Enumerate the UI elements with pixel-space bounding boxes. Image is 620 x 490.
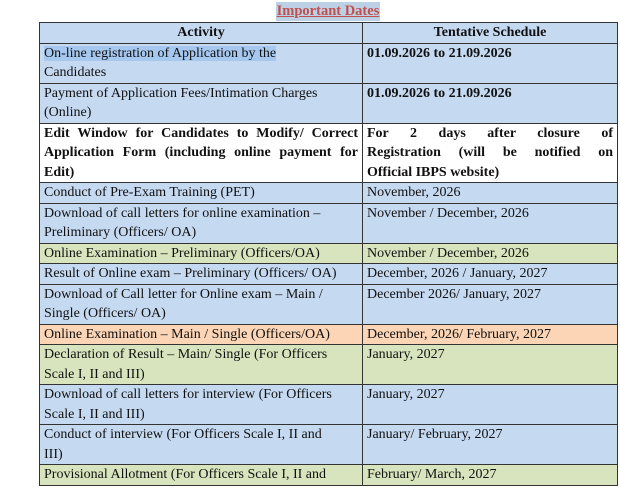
activity-cell: [40, 385, 363, 425]
table-row: [40, 264, 618, 285]
schedule-text: For 2 days after closure of: [367, 125, 613, 141]
activity-text: Candidates: [44, 65, 107, 80]
activity-text: Download of call letters for interview (For Officers: [44, 387, 332, 402]
activity-text: III): [44, 446, 63, 462]
table-row: [40, 43, 618, 83]
page-title: Important Dates: [276, 3, 380, 19]
schedule-cell: February/ March, 2027: [363, 465, 618, 486]
schedule-cell: [363, 123, 618, 183]
activity-text: Edit): [44, 164, 75, 180]
activity-text: Payment of Application Fees/Intimation Charges: [44, 85, 318, 101]
table-row: [40, 243, 618, 264]
table-row: [40, 83, 618, 123]
header-activity: Activity: [40, 23, 363, 44]
activity-cell: Result of Online exam – Preliminary (Officers/ OA): [40, 264, 363, 285]
activity-text: Single (Officers/ OA): [44, 306, 166, 321]
activity-text: Scale I, II and III): [44, 406, 145, 422]
activity-cell: [40, 345, 363, 385]
table-row: [40, 465, 618, 486]
activity-cell: Online Examination – Main / Single (Officers/OA): [40, 324, 363, 345]
selected-text[interactable]: On-line registration of Application by the: [44, 45, 277, 61]
activity-text: (Online): [44, 105, 92, 120]
header-schedule: Tentative Schedule: [363, 23, 618, 44]
activity-cell: [40, 284, 363, 324]
important-dates-table: [39, 22, 618, 486]
table-header-row: [40, 23, 618, 44]
activity-cell: [40, 203, 363, 243]
schedule-text: Registration (will be notified on: [367, 145, 613, 160]
table-row: [40, 203, 618, 243]
table-row: [40, 385, 618, 425]
activity-text: Download of call letters for online examination –: [44, 205, 321, 221]
activity-text: Edit Window for Candidates to Modify/ Correct: [44, 125, 358, 141]
table-row: [40, 123, 618, 183]
activity-cell: [40, 83, 363, 123]
schedule-cell: December 2026/ January, 2027: [363, 284, 618, 324]
activity-cell: [40, 43, 363, 83]
activity-cell: [40, 123, 363, 183]
table-row: [40, 284, 618, 324]
activity-cell: Online Examination – Preliminary (Officers/OA): [40, 243, 363, 264]
schedule-cell: November, 2026: [363, 183, 618, 204]
schedule-text: Official IBPS website): [367, 164, 500, 180]
activity-text: Download of Call letter for Online exam – Main /: [44, 286, 323, 302]
activity-text: Scale I, II and III): [44, 366, 145, 382]
schedule-cell: December, 2026/ February, 2027: [363, 324, 618, 345]
activity-text: Declaration of Result – Main/ Single (For Officers: [44, 347, 328, 362]
schedule-cell: November / December, 2026: [363, 203, 618, 243]
activity-text: Application Form (including online payment for: [44, 145, 358, 160]
activity-cell: [40, 425, 363, 465]
table-row: [40, 324, 618, 345]
schedule-cell: January, 2027: [363, 345, 618, 385]
schedule-cell: November / December, 2026: [363, 243, 618, 264]
schedule-cell: December, 2026 / January, 2027: [363, 264, 618, 285]
activity-cell: Conduct of Pre-Exam Training (PET): [40, 183, 363, 204]
schedule-cell: January, 2027: [363, 385, 618, 425]
table-row: [40, 345, 618, 385]
table-row: [40, 425, 618, 465]
activity-text: Conduct of interview (For Officers Scale I, II and: [44, 427, 322, 442]
activity-cell: Provisional Allotment (For Officers Scale I, II and: [40, 465, 363, 486]
schedule-cell: 01.09.2026 to 21.09.2026: [363, 83, 618, 123]
schedule-cell: 01.09.2026 to 21.09.2026: [363, 43, 618, 83]
activity-text: Preliminary (Officers/ OA): [44, 225, 197, 240]
table-row: [40, 183, 618, 204]
schedule-cell: January/ February, 2027: [363, 425, 618, 465]
